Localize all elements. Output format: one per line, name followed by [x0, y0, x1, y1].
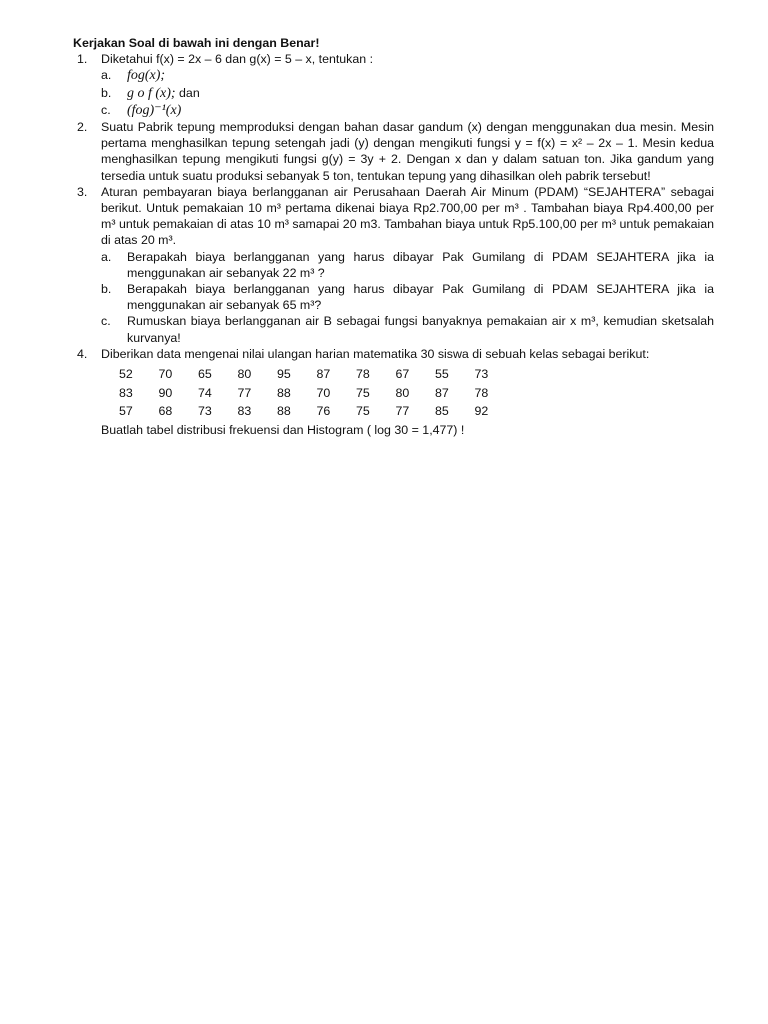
- table-cell: 57: [119, 403, 133, 418]
- table-cell: 75: [356, 385, 370, 400]
- table-cell: 67: [395, 367, 410, 382]
- table-cell: 90: [158, 385, 173, 400]
- table-cell: 80: [395, 385, 410, 400]
- table-cell: 76: [316, 403, 331, 418]
- question-number: 1.: [77, 52, 88, 67]
- question-instruction: Buatlah tabel distribusi frekuensi dan Histogram ( log 30 = 1,477) !: [101, 423, 465, 438]
- sub-label: a.: [101, 249, 112, 264]
- table-cell: 73: [474, 367, 489, 382]
- table-cell: 70: [158, 367, 173, 382]
- math-expression: (fog)⁻¹(x): [127, 102, 182, 118]
- table-cell: 65: [198, 367, 212, 382]
- table-cell: 55: [435, 367, 449, 382]
- table-cell: 85: [435, 403, 449, 418]
- table-cell: 88: [277, 403, 291, 418]
- sub-question-b: [101, 281, 714, 313]
- sub-tail: dan: [175, 85, 200, 100]
- table-cell: 74: [198, 385, 212, 400]
- math-expression: g o f (x);: [127, 85, 176, 101]
- question-1: [73, 51, 714, 119]
- sub-text: Berapakah biaya berlangganan yang harus dibayar Pak Gumilang di PDAM SEJAHTERA jika ia menggunakan air sebanyak 22 m³ ?: [127, 249, 714, 280]
- table-cell: 73: [198, 403, 212, 418]
- table-cell: 52: [119, 367, 133, 382]
- table-cell: 83: [237, 403, 252, 418]
- sub-question-a: [101, 249, 714, 281]
- question-text: Diketahui f(x) = 2x – 6 dan g(x) = 5 – x, tentukan :: [101, 52, 374, 67]
- sub-text: Rumuskan biaya berlangganan air B sebagai fungsi banyaknya pemakaian air x m³, kemudian sketsalah kurvanya!: [127, 314, 714, 345]
- sub-label: b.: [101, 282, 112, 297]
- table-cell: 88: [277, 385, 291, 400]
- page-title: Kerjakan Soal di bawah ini dengan Benar!: [73, 36, 320, 50]
- table-cell: 87: [435, 385, 449, 400]
- question-text: Suatu Pabrik tepung memproduksi dengan bahan dasar gandum (x) dengan menggunakan dua mesin. Mesin pertama menghasilkan tepung setengah jadi (y) dengan mengikuti fungsi y = f(x) = x² – 2x – 1. Mesin kedua menghasilkan tepung mengikuti fungsi g(y) = 3y + 2. Dengan x dan y dalam satuan ton. Jika gandum yang tersedia untuk suatu produksi sebanyak 5 ton, tentukan tepung yang dihasilkan oleh pabrik tersebut!: [101, 120, 714, 183]
- math-expression: fog(x);: [127, 68, 166, 84]
- question-number: 2.: [77, 120, 88, 135]
- table-cell: 80: [237, 367, 252, 382]
- sub-question-c: [101, 102, 714, 119]
- question-number: 4.: [77, 346, 88, 361]
- table-cell: 78: [356, 367, 370, 382]
- sub-text: Berapakah biaya berlangganan yang harus dibayar Pak Gumilang di PDAM SEJAHTERA jika ia menggunakan air sebanyak 65 m³?: [127, 282, 714, 313]
- sub-label: c.: [101, 102, 111, 117]
- question-text: Aturan pembayaran biaya berlangganan air Perusahaan Daerah Air Minum (PDAM) “SEJAHTERA” sebagai berikut. Untuk pemakaian 10 m³ pertama dikenai biaya Rp2.700,00 per m³ . Tambahan biaya Rp4.400,00 per m³ untuk pemakaian di atas 10 m³ samapai 20 m3. Tambahan biaya untuk Rp5.100,00 per m³ untuk pemakaian di atas 20 m³.: [101, 184, 714, 248]
- question-2: [73, 119, 714, 184]
- table-row: [119, 402, 514, 420]
- sub-question-c: [101, 313, 714, 345]
- table-cell: 77: [237, 385, 252, 400]
- table-cell: 87: [316, 367, 331, 382]
- sub-label: c.: [101, 314, 111, 329]
- table-cell: 83: [119, 385, 133, 400]
- sub-question-b: [101, 85, 714, 102]
- question-3: [73, 184, 714, 346]
- table-row: [119, 365, 514, 383]
- table-cell: 75: [356, 403, 370, 418]
- question-number: 3.: [77, 184, 88, 199]
- table-cell: 68: [158, 403, 173, 418]
- table-cell: 92: [474, 403, 489, 418]
- table-cell: 78: [474, 385, 489, 400]
- document-page: [73, 35, 714, 438]
- table-row: [119, 383, 514, 401]
- sub-label: b.: [101, 85, 112, 100]
- question-text: Diberikan data mengenai nilai ulangan harian matematika 30 siswa di sebuah kelas sebagai berikut:: [101, 346, 650, 361]
- table-cell: 77: [395, 403, 410, 418]
- sub-label: a.: [101, 68, 112, 83]
- table-cell: 95: [277, 367, 291, 382]
- sub-question-a: [101, 67, 714, 84]
- score-data-table: [119, 365, 514, 420]
- table-cell: 70: [316, 385, 331, 400]
- question-4: [73, 346, 714, 439]
